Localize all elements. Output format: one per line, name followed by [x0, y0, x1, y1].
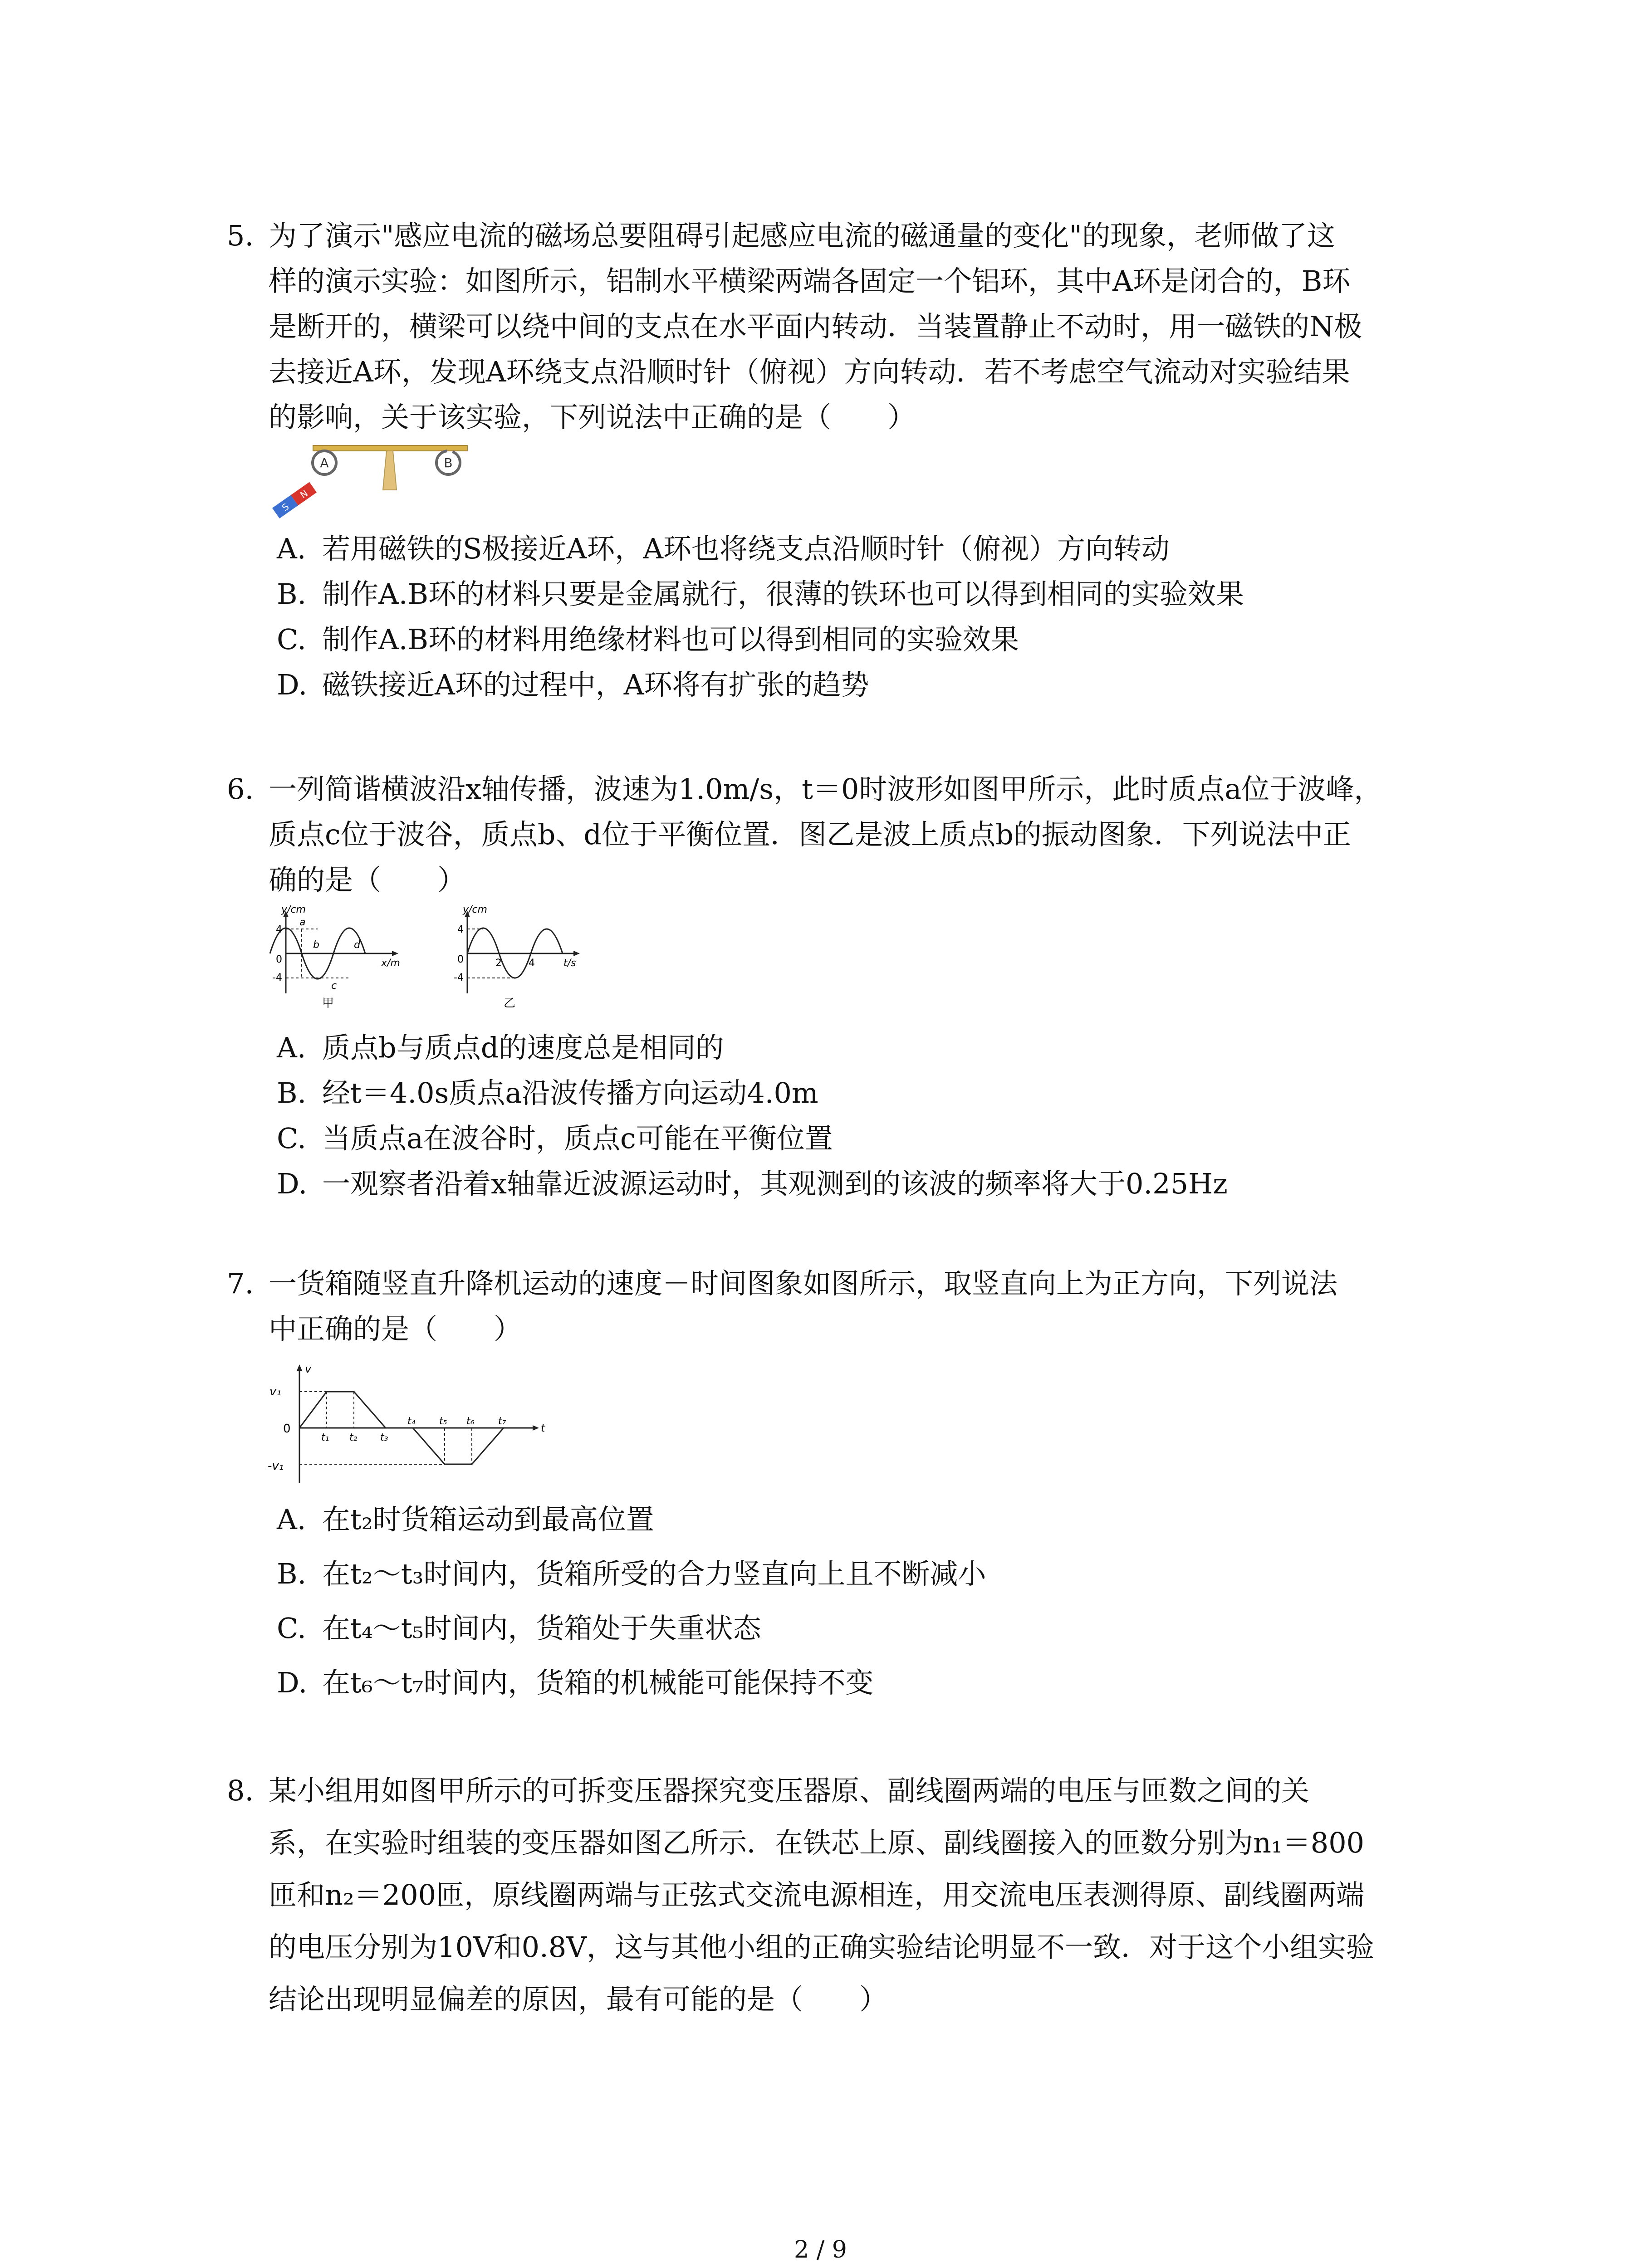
- t-axis-arrow: [533, 1425, 539, 1431]
- tick-t6: t₆: [466, 1416, 475, 1427]
- tick-4: 4: [529, 958, 535, 969]
- tick-2: 2: [495, 958, 502, 969]
- option-a[interactable]: [277, 1501, 654, 1538]
- zero-label: 0: [283, 1422, 291, 1436]
- option-label: D.: [277, 1167, 308, 1200]
- question-text-line: 去接近A环，发现A环绕支点沿顺时针（俯视）方向转动．若不考虑空气流动对实验结果: [269, 355, 1350, 388]
- x-axis-arrow: [392, 951, 398, 956]
- question-number: 5.: [227, 219, 254, 252]
- option-label: C.: [277, 1122, 306, 1155]
- tick-t1: t₁: [321, 1432, 329, 1443]
- question-text-line: 为了演示"感应电流的磁场总要阻碍引起感应电流的磁通量的变化"的现象，老师做了这: [269, 219, 1336, 252]
- origin-label: 0: [276, 954, 282, 965]
- option-label: A.: [277, 532, 306, 565]
- option-a[interactable]: [277, 531, 1170, 567]
- option-c[interactable]: [277, 621, 1019, 658]
- page-number: 2 / 9: [794, 2236, 847, 2263]
- v-axis-arrow: [297, 1364, 302, 1371]
- option-b[interactable]: [277, 1075, 818, 1111]
- figure-caption: 甲: [322, 997, 334, 1010]
- y-axis-label: y/cm: [281, 904, 306, 915]
- ring-b-label: B: [444, 455, 453, 470]
- vibration-figure-yi: [436, 903, 590, 1016]
- option-label: D.: [277, 668, 308, 701]
- question-text-line: 匝和n₂＝200匝，原线圈两端与正弦式交流电源相连，用交流电压表测得原、副线圈两端: [269, 1878, 1365, 1911]
- option-text: 若用磁铁的S极接近A环，A环也将绕支点沿顺时针（俯视）方向转动: [322, 532, 1170, 565]
- question-number: 6.: [227, 772, 254, 806]
- question-text-line: 是断开的，横梁可以绕中间的支点在水平面内转动．当装置静止不动时，用一磁铁的N极: [269, 310, 1362, 343]
- question-text-line: 一货箱随竖直升降机运动的速度－时间图象如图所示，取竖直向上为正方向，下列说法: [269, 1267, 1338, 1300]
- option-text: 磁铁接近A环的过程中，A环将有扩张的趋势: [322, 668, 869, 701]
- option-d[interactable]: [277, 1665, 874, 1701]
- t-axis-arrow: [573, 951, 580, 956]
- option-text: 在t₂～t₃时间内，货箱所受的合力竖直向上且不断减小: [322, 1557, 986, 1590]
- tick-t2: t₂: [349, 1432, 358, 1443]
- figure-caption: 乙: [504, 997, 516, 1010]
- question-text-line: 某小组用如图甲所示的可拆变压器探究变压器原、副线圈两端的电压与匝数之间的关: [269, 1774, 1310, 1807]
- option-a[interactable]: [277, 1030, 724, 1066]
- question-text-line: 确的是（ ）: [269, 863, 466, 896]
- v-axis-label: v: [305, 1363, 312, 1375]
- vibration-curve-start: [467, 928, 499, 953]
- question-5: [227, 213, 1452, 440]
- aluminum-beam: [313, 445, 467, 451]
- question-text-line: 的影响，关于该实验，下列说法中正确的是（ ）: [269, 401, 916, 434]
- option-label: D.: [277, 1666, 308, 1699]
- ring-apparatus-figure: [268, 440, 481, 526]
- tick-t7: t₇: [498, 1416, 506, 1427]
- question-8: [227, 1765, 1452, 2025]
- option-d[interactable]: [277, 667, 869, 703]
- option-label: B.: [277, 1076, 307, 1110]
- question-6: [227, 767, 1452, 903]
- option-b[interactable]: [277, 576, 1244, 612]
- option-label: A.: [277, 1503, 306, 1536]
- t-axis-label: t/s: [563, 958, 576, 969]
- question-text-line: 样的演示实验：如图所示，铝制水平横梁两端各固定一个铝环，其中A环是闭合的，B环: [269, 264, 1351, 298]
- option-text: 在t₂时货箱运动到最高位置: [322, 1503, 654, 1536]
- tick-negative: -4: [454, 972, 464, 983]
- point-c-label: c: [331, 980, 337, 992]
- option-text: 当质点a在波谷时，质点c可能在平衡位置: [322, 1122, 833, 1155]
- question-text-line: 系，在实验时组装的变压器如图乙所示．在铁芯上原、副线圈接入的匝数分别为n₁＝800: [269, 1826, 1365, 1859]
- option-text: 经t＝4.0s质点a沿波传播方向运动4.0m: [322, 1076, 818, 1110]
- tick-t4: t₄: [407, 1416, 416, 1427]
- ring-a-label: A: [320, 455, 329, 470]
- question-7: [227, 1261, 1452, 1352]
- option-text: 制作A.B环的材料只要是金属就行，很薄的铁环也可以得到相同的实验效果: [322, 577, 1244, 611]
- option-label: B.: [277, 577, 307, 611]
- question-text-line: 中正确的是（ ）: [269, 1312, 522, 1345]
- wave-figure-jia: [254, 903, 408, 1016]
- question-text-line: 结论出现明显偏差的原因，最有可能的是（ ）: [269, 1983, 888, 2016]
- question-text-line: 一列简谐横波沿x轴传播，波速为1.0m/s，t＝0时波形如图甲所示，此时质点a位于波峰，: [269, 772, 1382, 806]
- question-number: 7.: [227, 1267, 254, 1300]
- tick-positive: 4: [276, 924, 282, 935]
- option-label: C.: [277, 623, 306, 656]
- pivot-stand: [383, 451, 397, 490]
- tick-t3: t₃: [380, 1432, 388, 1443]
- question-text-line: 质点c位于波谷，质点b、d位于平衡位置．图乙是波上质点b的振动图象．下列说法中正: [269, 818, 1351, 851]
- point-d-label: d: [354, 939, 360, 951]
- tick-negative: -4: [272, 972, 282, 983]
- magnet-s-label: S: [279, 501, 291, 513]
- option-d[interactable]: [277, 1166, 1228, 1202]
- option-text: 质点b与质点d的速度总是相同的: [322, 1031, 724, 1064]
- option-text: 在t₄～t₅时间内，货箱处于失重状态: [322, 1612, 761, 1645]
- option-c[interactable]: [277, 1120, 833, 1157]
- question-number: 8.: [227, 1774, 254, 1807]
- option-c[interactable]: [277, 1610, 761, 1647]
- point-b-label: b: [313, 939, 319, 951]
- point-a-label: a: [299, 917, 306, 928]
- y-axis-label: y/cm: [463, 904, 487, 915]
- v1-label: v₁: [269, 1385, 281, 1398]
- bar-magnet: [272, 482, 317, 518]
- tick-positive: 4: [457, 924, 464, 935]
- magnet-n-label: N: [298, 488, 310, 501]
- option-text: 一观察者沿着x轴靠近波源运动时，其观测到的该波的频率将大于0.25Hz: [322, 1167, 1228, 1200]
- velocity-time-figure: [263, 1361, 554, 1492]
- option-label: A.: [277, 1031, 306, 1064]
- neg-v1-label: -v₁: [268, 1459, 284, 1473]
- x-axis-label: x/m: [381, 958, 400, 969]
- question-text-line: 的电压分别为10V和0.8V，这与其他小组的正确实验结论明显不一致．对于这个小组实验: [269, 1931, 1375, 1964]
- option-text: 制作A.B环的材料用绝缘材料也可以得到相同的实验效果: [322, 623, 1019, 656]
- t-axis-label: t: [541, 1422, 545, 1434]
- option-label: B.: [277, 1557, 307, 1590]
- option-text: 在t₆～t₇时间内，货箱的机械能可能保持不变: [322, 1666, 874, 1699]
- option-b[interactable]: [277, 1556, 986, 1592]
- tick-t5: t₅: [439, 1416, 447, 1427]
- option-label: C.: [277, 1612, 306, 1645]
- origin-label: 0: [457, 954, 464, 965]
